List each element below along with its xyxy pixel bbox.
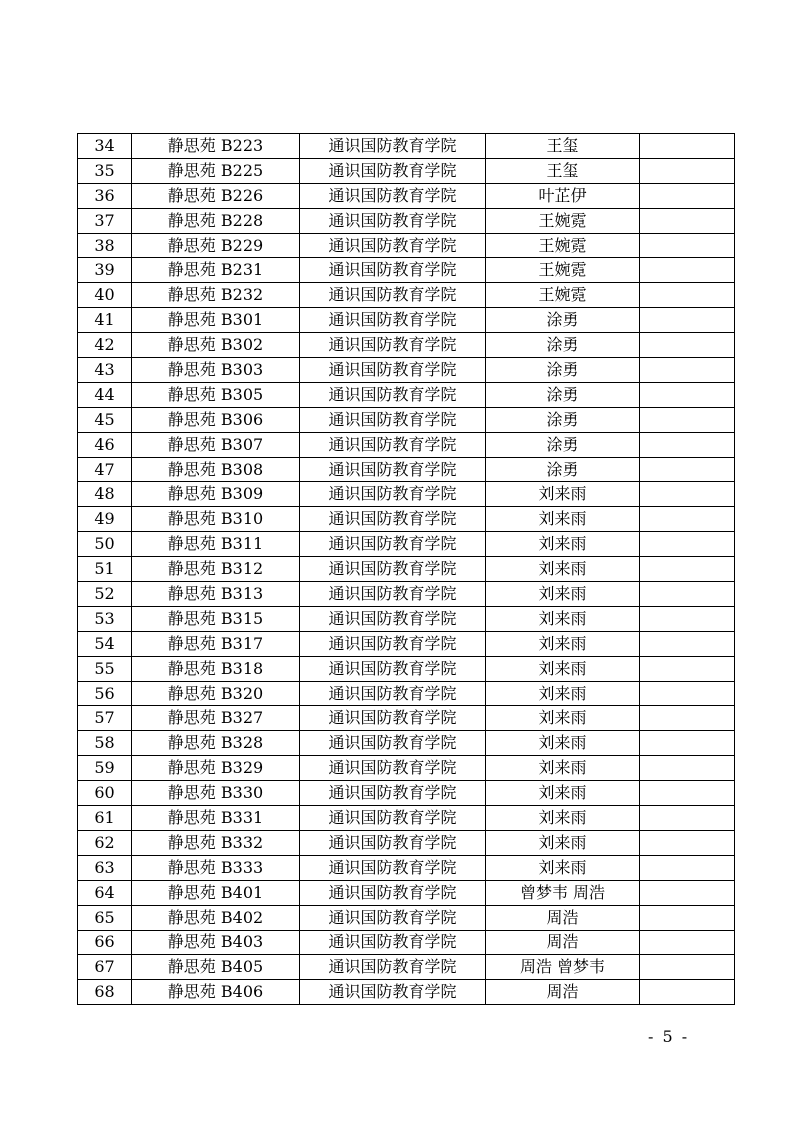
person-cell: 刘来雨: [486, 582, 640, 607]
person-cell: 刘来雨: [486, 731, 640, 756]
table-row: [78, 980, 735, 1005]
table-row: [78, 333, 735, 358]
person-cell: 涂勇: [486, 382, 640, 407]
college-cell: 通识国防教育学院: [300, 233, 486, 258]
room-cell: 静思苑 B332: [132, 830, 300, 855]
room-cell: 静思苑 B313: [132, 582, 300, 607]
college-cell: 通识国防教育学院: [300, 183, 486, 208]
row-number-cell: 52: [78, 582, 132, 607]
college-cell: 通识国防教育学院: [300, 955, 486, 980]
college-cell: 通识国防教育学院: [300, 656, 486, 681]
remark-cell: [640, 905, 735, 930]
table-row: [78, 233, 735, 258]
room-cell: 静思苑 B310: [132, 507, 300, 532]
person-cell: 涂勇: [486, 457, 640, 482]
remark-cell: [640, 432, 735, 457]
room-cell: 静思苑 B402: [132, 905, 300, 930]
college-cell: 通识国防教育学院: [300, 482, 486, 507]
person-cell: 刘来雨: [486, 656, 640, 681]
person-cell: 刘来雨: [486, 557, 640, 582]
person-cell: 曾梦韦 周浩: [486, 880, 640, 905]
college-cell: 通识国防教育学院: [300, 134, 486, 159]
remark-cell: [640, 358, 735, 383]
table-row: [78, 482, 735, 507]
person-cell: 刘来雨: [486, 631, 640, 656]
table-row: [78, 407, 735, 432]
row-number-cell: 35: [78, 158, 132, 183]
row-number-cell: 46: [78, 432, 132, 457]
row-number-cell: 49: [78, 507, 132, 532]
college-cell: 通识国防教育学院: [300, 930, 486, 955]
table-row: [78, 631, 735, 656]
room-cell: 静思苑 B301: [132, 308, 300, 333]
remark-cell: [640, 880, 735, 905]
college-cell: 通识国防教育学院: [300, 557, 486, 582]
table-row: [78, 955, 735, 980]
table-row: [78, 880, 735, 905]
row-number-cell: 39: [78, 258, 132, 283]
room-cell: 静思苑 B320: [132, 681, 300, 706]
college-cell: 通识国防教育学院: [300, 731, 486, 756]
remark-cell: [640, 706, 735, 731]
college-cell: 通识国防教育学院: [300, 407, 486, 432]
row-number-cell: 65: [78, 905, 132, 930]
college-cell: 通识国防教育学院: [300, 681, 486, 706]
room-cell: 静思苑 B229: [132, 233, 300, 258]
row-number-cell: 55: [78, 656, 132, 681]
person-cell: 涂勇: [486, 432, 640, 457]
room-cell: 静思苑 B312: [132, 557, 300, 582]
remark-cell: [640, 308, 735, 333]
table-row: [78, 457, 735, 482]
row-number-cell: 54: [78, 631, 132, 656]
college-cell: 通识国防教育学院: [300, 756, 486, 781]
table-row: [78, 183, 735, 208]
table-row: [78, 905, 735, 930]
row-number-cell: 43: [78, 358, 132, 383]
college-cell: 通识国防教育学院: [300, 308, 486, 333]
room-cell: 静思苑 B225: [132, 158, 300, 183]
room-cell: 静思苑 B311: [132, 532, 300, 557]
remark-cell: [640, 557, 735, 582]
room-cell: 静思苑 B328: [132, 731, 300, 756]
remark-cell: [640, 606, 735, 631]
college-cell: 通识国防教育学院: [300, 507, 486, 532]
remark-cell: [640, 582, 735, 607]
remark-cell: [640, 532, 735, 557]
person-cell: 刘来雨: [486, 482, 640, 507]
college-cell: 通识国防教育学院: [300, 382, 486, 407]
table-row: [78, 382, 735, 407]
person-cell: 刘来雨: [486, 855, 640, 880]
page-number: - 5 -: [648, 1027, 690, 1046]
table-row: [78, 681, 735, 706]
college-cell: 通识国防教育学院: [300, 532, 486, 557]
college-cell: 通识国防教育学院: [300, 781, 486, 806]
college-cell: 通识国防教育学院: [300, 606, 486, 631]
remark-cell: [640, 457, 735, 482]
college-cell: 通识国防教育学院: [300, 631, 486, 656]
person-cell: 刘来雨: [486, 830, 640, 855]
room-cell: 静思苑 B223: [132, 134, 300, 159]
room-cell: 静思苑 B232: [132, 283, 300, 308]
remark-cell: [640, 134, 735, 159]
table-row: [78, 308, 735, 333]
room-cell: 静思苑 B228: [132, 208, 300, 233]
person-cell: 周浩 曾梦韦: [486, 955, 640, 980]
room-cell: 静思苑 B318: [132, 656, 300, 681]
table-row: [78, 358, 735, 383]
room-assignment-table: [77, 133, 735, 1005]
person-cell: 王婉霓: [486, 283, 640, 308]
remark-cell: [640, 656, 735, 681]
person-cell: 刘来雨: [486, 532, 640, 557]
remark-cell: [640, 631, 735, 656]
person-cell: 王玺: [486, 158, 640, 183]
row-number-cell: 67: [78, 955, 132, 980]
remark-cell: [640, 233, 735, 258]
row-number-cell: 62: [78, 830, 132, 855]
table-row: [78, 208, 735, 233]
college-cell: 通识国防教育学院: [300, 905, 486, 930]
room-assignment-table-wrapper: [77, 133, 734, 1005]
college-cell: 通识国防教育学院: [300, 333, 486, 358]
row-number-cell: 61: [78, 806, 132, 831]
row-number-cell: 42: [78, 333, 132, 358]
row-number-cell: 58: [78, 731, 132, 756]
college-cell: 通识国防教育学院: [300, 806, 486, 831]
table-row: [78, 706, 735, 731]
table-row: [78, 656, 735, 681]
table-row: [78, 806, 735, 831]
room-cell: 静思苑 B317: [132, 631, 300, 656]
room-cell: 静思苑 B302: [132, 333, 300, 358]
room-cell: 静思苑 B401: [132, 880, 300, 905]
person-cell: 周浩: [486, 905, 640, 930]
row-number-cell: 64: [78, 880, 132, 905]
college-cell: 通识国防教育学院: [300, 706, 486, 731]
table-row: [78, 930, 735, 955]
table-row: [78, 134, 735, 159]
remark-cell: [640, 482, 735, 507]
person-cell: 王婉霓: [486, 233, 640, 258]
person-cell: 刘来雨: [486, 681, 640, 706]
row-number-cell: 45: [78, 407, 132, 432]
table-row: [78, 532, 735, 557]
row-number-cell: 53: [78, 606, 132, 631]
table-row: [78, 756, 735, 781]
remark-cell: [640, 183, 735, 208]
room-cell: 静思苑 B231: [132, 258, 300, 283]
row-number-cell: 44: [78, 382, 132, 407]
college-cell: 通识国防教育学院: [300, 980, 486, 1005]
table-row: [78, 606, 735, 631]
person-cell: 涂勇: [486, 333, 640, 358]
person-cell: 王玺: [486, 134, 640, 159]
remark-cell: [640, 855, 735, 880]
college-cell: 通识国防教育学院: [300, 432, 486, 457]
row-number-cell: 34: [78, 134, 132, 159]
remark-cell: [640, 955, 735, 980]
remark-cell: [640, 806, 735, 831]
row-number-cell: 51: [78, 557, 132, 582]
remark-cell: [640, 158, 735, 183]
room-cell: 静思苑 B405: [132, 955, 300, 980]
remark-cell: [640, 333, 735, 358]
table-row: [78, 432, 735, 457]
college-cell: 通识国防教育学院: [300, 855, 486, 880]
table-row: [78, 731, 735, 756]
row-number-cell: 48: [78, 482, 132, 507]
person-cell: 刘来雨: [486, 507, 640, 532]
remark-cell: [640, 756, 735, 781]
row-number-cell: 59: [78, 756, 132, 781]
college-cell: 通识国防教育学院: [300, 283, 486, 308]
row-number-cell: 63: [78, 855, 132, 880]
room-cell: 静思苑 B403: [132, 930, 300, 955]
table-row: [78, 258, 735, 283]
row-number-cell: 60: [78, 781, 132, 806]
row-number-cell: 40: [78, 283, 132, 308]
room-cell: 静思苑 B303: [132, 358, 300, 383]
row-number-cell: 36: [78, 183, 132, 208]
table-body: [78, 134, 735, 1005]
college-cell: 通识国防教育学院: [300, 880, 486, 905]
table-row: [78, 582, 735, 607]
row-number-cell: 50: [78, 532, 132, 557]
remark-cell: [640, 731, 735, 756]
college-cell: 通识国防教育学院: [300, 457, 486, 482]
row-number-cell: 37: [78, 208, 132, 233]
remark-cell: [640, 930, 735, 955]
room-cell: 静思苑 B308: [132, 457, 300, 482]
row-number-cell: 68: [78, 980, 132, 1005]
person-cell: 刘来雨: [486, 756, 640, 781]
room-cell: 静思苑 B330: [132, 781, 300, 806]
remark-cell: [640, 382, 735, 407]
college-cell: 通识国防教育学院: [300, 158, 486, 183]
remark-cell: [640, 208, 735, 233]
person-cell: 涂勇: [486, 407, 640, 432]
person-cell: 涂勇: [486, 358, 640, 383]
person-cell: 周浩: [486, 980, 640, 1005]
row-number-cell: 38: [78, 233, 132, 258]
table-row: [78, 507, 735, 532]
remark-cell: [640, 830, 735, 855]
room-cell: 静思苑 B307: [132, 432, 300, 457]
remark-cell: [640, 681, 735, 706]
college-cell: 通识国防教育学院: [300, 582, 486, 607]
remark-cell: [640, 283, 735, 308]
table-row: [78, 855, 735, 880]
row-number-cell: 56: [78, 681, 132, 706]
college-cell: 通识国防教育学院: [300, 830, 486, 855]
person-cell: 涂勇: [486, 308, 640, 333]
room-cell: 静思苑 B315: [132, 606, 300, 631]
remark-cell: [640, 980, 735, 1005]
room-cell: 静思苑 B309: [132, 482, 300, 507]
person-cell: 刘来雨: [486, 806, 640, 831]
remark-cell: [640, 507, 735, 532]
person-cell: 王婉霓: [486, 208, 640, 233]
table-row: [78, 158, 735, 183]
remark-cell: [640, 407, 735, 432]
remark-cell: [640, 781, 735, 806]
row-number-cell: 57: [78, 706, 132, 731]
person-cell: 叶芷伊: [486, 183, 640, 208]
table-row: [78, 557, 735, 582]
room-cell: 静思苑 B333: [132, 855, 300, 880]
room-cell: 静思苑 B306: [132, 407, 300, 432]
person-cell: 王婉霓: [486, 258, 640, 283]
room-cell: 静思苑 B327: [132, 706, 300, 731]
table-row: [78, 781, 735, 806]
person-cell: 刘来雨: [486, 781, 640, 806]
remark-cell: [640, 258, 735, 283]
person-cell: 刘来雨: [486, 606, 640, 631]
row-number-cell: 41: [78, 308, 132, 333]
room-cell: 静思苑 B331: [132, 806, 300, 831]
table-row: [78, 283, 735, 308]
room-cell: 静思苑 B305: [132, 382, 300, 407]
person-cell: 刘来雨: [486, 706, 640, 731]
room-cell: 静思苑 B329: [132, 756, 300, 781]
row-number-cell: 47: [78, 457, 132, 482]
college-cell: 通识国防教育学院: [300, 258, 486, 283]
room-cell: 静思苑 B406: [132, 980, 300, 1005]
college-cell: 通识国防教育学院: [300, 358, 486, 383]
table-row: [78, 830, 735, 855]
row-number-cell: 66: [78, 930, 132, 955]
person-cell: 周浩: [486, 930, 640, 955]
room-cell: 静思苑 B226: [132, 183, 300, 208]
college-cell: 通识国防教育学院: [300, 208, 486, 233]
